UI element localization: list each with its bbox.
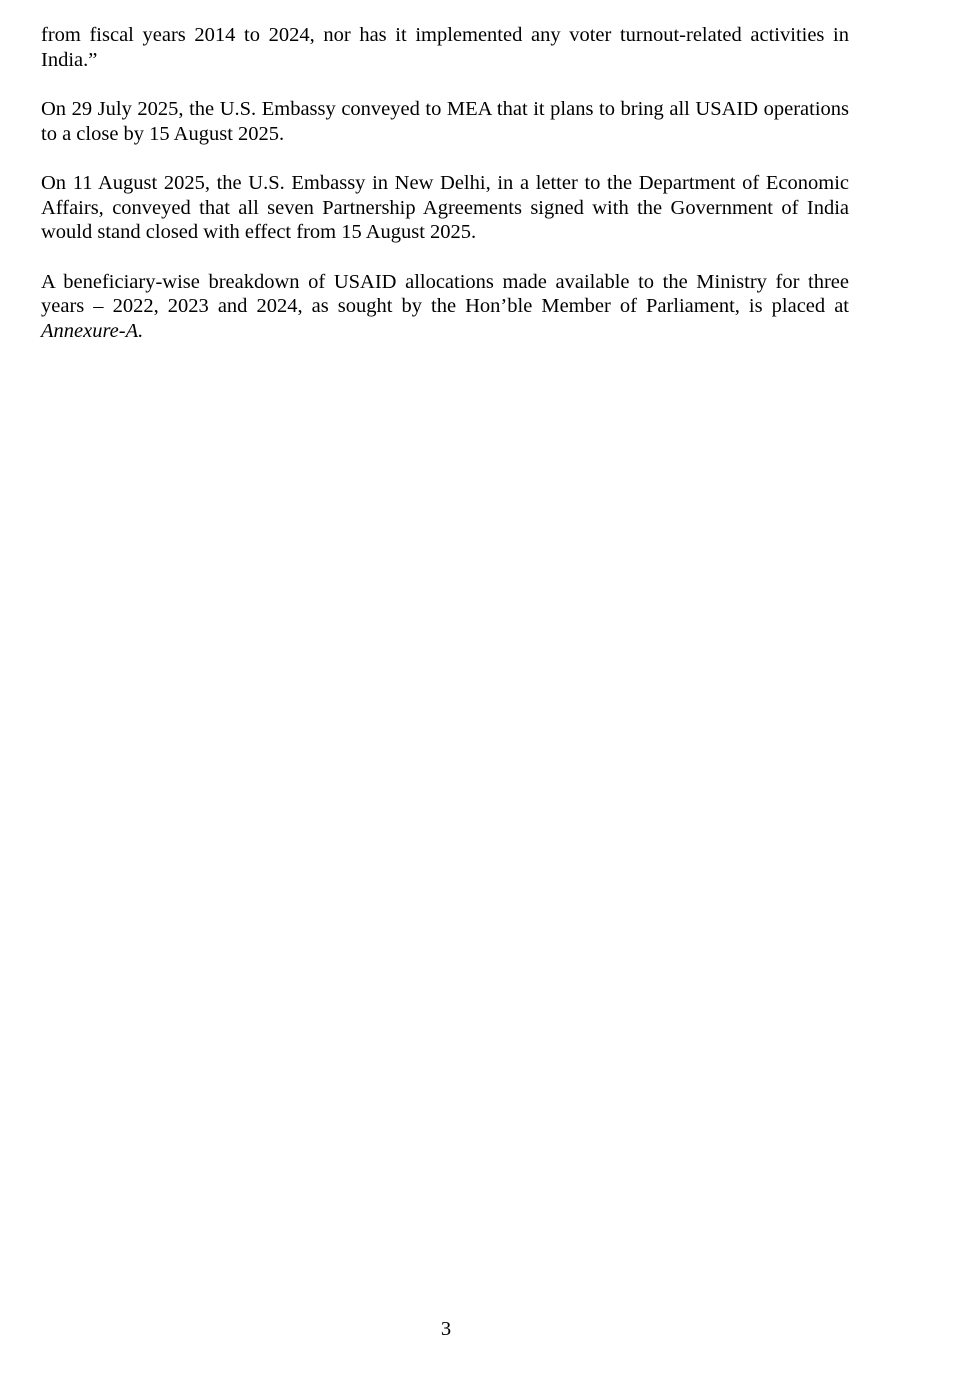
paragraph-partnership-agreements: On 11 August 2025, the U.S. Embassy in New Delhi, in a letter to the Department of Economic Affairs, conveyed that all seven Partnership Agreements signed with the Government of India would stand closed with effect from 15 August 2025.	[41, 172, 849, 243]
paragraph-voter-turnout: from fiscal years 2014 to 2024, nor has it implemented any voter turnout-related activities in India.”	[41, 24, 849, 71]
annexure-reference: Annexure-A.	[41, 319, 144, 342]
beneficiary-breakdown-text: A beneficiary-wise breakdown of USAID allocations made available to the Ministry for three years – 2022, 2023 and 2024, as sought by the Hon’ble Member of Parliament, is placed at	[41, 270, 849, 317]
body-text	[41, 23, 849, 343]
paragraph-usaid-closure: On 29 July 2025, the U.S. Embassy conveyed to MEA that it plans to bring all USAID operations to a close by 15 August 2025.	[41, 98, 849, 145]
paragraph-beneficiary-breakdown	[41, 270, 849, 344]
page-number: 3	[440, 1318, 452, 1340]
